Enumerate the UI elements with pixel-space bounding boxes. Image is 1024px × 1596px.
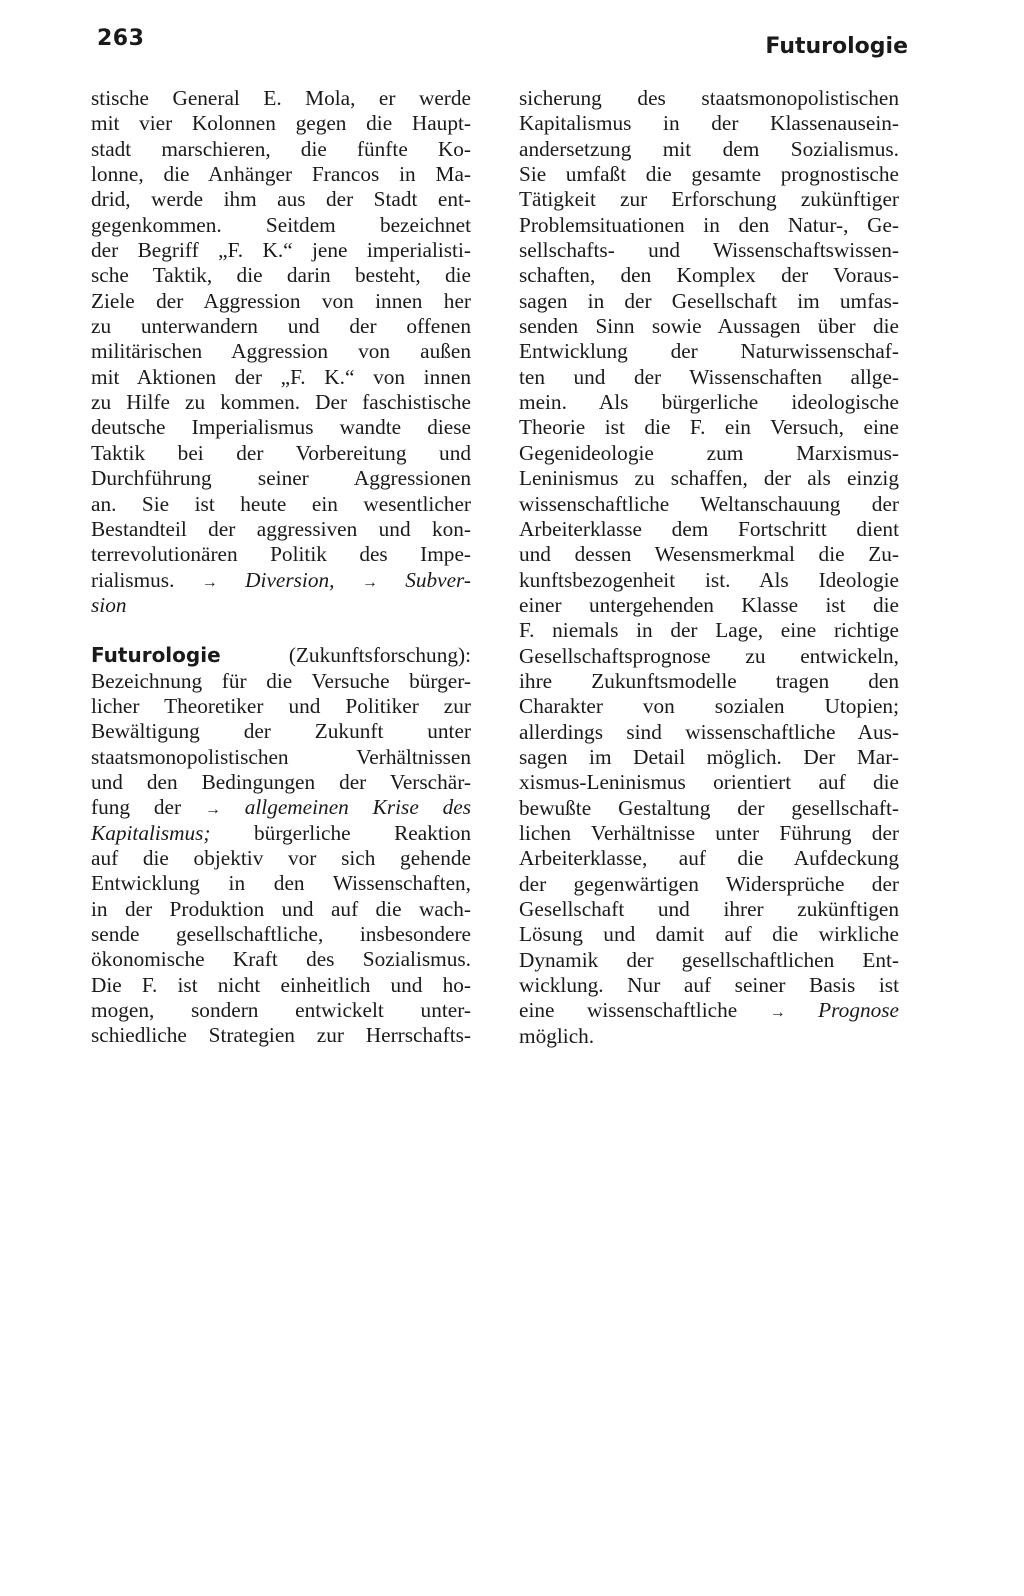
body-line: Durchführung seiner Aggressionen: [91, 466, 471, 491]
cross-reference-subversion[interactable]: Subver-: [405, 567, 471, 592]
body-line: staatsmonopolistischen Verhältnissen: [91, 744, 471, 769]
body-line: ten und der Wissenschaften allge-: [519, 364, 899, 389]
body-line: zu Hilfe zu kommen. Der faschistische: [91, 390, 471, 415]
body-line: [91, 795, 471, 820]
body-line: [519, 998, 899, 1023]
body-line: der Begriff „F. K.“ jene imperialisti-: [91, 238, 471, 263]
body-line: Tätigkeit zur Erforschung zukünftiger: [519, 187, 899, 212]
body-line: lichen Verhältnisse unter Führung der: [519, 820, 899, 845]
entry-gloss: (Zukunftsforschung):: [288, 643, 471, 668]
body-line: mit Aktionen der „F. K.“ von innen: [91, 364, 471, 389]
body-line: Ziele der Aggression von innen her: [91, 288, 471, 313]
body-line: sagen in der Gesellschaft im umfas-: [519, 288, 899, 313]
entry-heading-line: [91, 643, 471, 668]
body-line: Leninismus zu schaffen, der als einzig: [519, 466, 899, 491]
body-line: andersetzung mit dem Sozialismus.: [519, 136, 899, 161]
body-line: Gesellschaft und ihrer zukünftigen: [519, 897, 899, 921]
body-line: mit vier Kolonnen gegen die Haupt-: [91, 111, 471, 136]
right-column: [519, 86, 899, 1049]
cross-reference-arrow-icon: →: [769, 1004, 786, 1022]
body-line: Arbeiterklasse, auf die Aufdeckung: [519, 846, 899, 871]
body-line: lonne, die Anhänger Francos in Ma-: [91, 162, 471, 187]
body-line: Charakter von sozialen Utopien;: [519, 694, 899, 719]
body-line: zu unterwandern und der offenen: [91, 314, 471, 339]
body-line: in der Produktion und auf die wach-: [91, 896, 471, 921]
left-carryover-text: [91, 86, 471, 568]
body-line: licher Theoretiker und Politiker zur: [91, 693, 471, 718]
cross-reference-arrow-icon: →: [204, 801, 221, 819]
body-line: wicklung. Nur auf seiner Basis ist: [519, 973, 899, 998]
body-line: kunftsbezogenheit ist. Als Ideologie: [519, 567, 899, 592]
body-line: Kapitalismus in der Klassenausein-: [519, 111, 899, 136]
body-line: Taktik bei der Vorbereitung und: [91, 440, 471, 465]
cross-reference-subversion-continued[interactable]: sion: [91, 592, 127, 617]
body-line: bewußte Gestaltung der gesellschaft-: [519, 795, 899, 820]
body-line: mogen, sondern entwickelt unter-: [91, 998, 471, 1023]
cross-reference-allgemeine-krise-continued[interactable]: Kapitalismus;: [91, 820, 211, 845]
body-line: [91, 568, 471, 593]
body-line: allerdings sind wissenschaftliche Aus-: [519, 719, 899, 744]
body-line: auf die objektiv vor sich gehende: [91, 845, 471, 870]
xref-prefix: eine wissenschaftliche: [519, 998, 738, 1023]
entry-text-b: [91, 846, 471, 1049]
body-line: Gegenideologie zum Marxismus-: [519, 440, 899, 465]
body-line: F. niemals in der Lage, eine richtige: [519, 618, 899, 643]
body-line: wissenschaftliche Weltanschauung der: [519, 491, 899, 516]
body-line: terrevolutionären Politik des Impe-: [91, 542, 471, 567]
cross-reference-diversion[interactable]: Diversion,: [245, 567, 335, 592]
body-line: Arbeiterklasse dem Fortschritt dient: [519, 516, 899, 541]
xref-line-prefix: rialismus.: [91, 567, 175, 592]
entry-gap: [91, 618, 471, 643]
entry-xref-suffix: bürgerliche Reaktion: [254, 820, 471, 845]
running-head: Futurologie: [765, 34, 908, 59]
page-number: 263: [97, 26, 145, 51]
body-line: Entwicklung in den Wissenschaften,: [91, 871, 471, 896]
left-column: [91, 86, 471, 1049]
cross-reference-prognose[interactable]: Prognose: [818, 998, 900, 1023]
entry-text-a: [91, 669, 471, 796]
body-line: ihre Zukunftsmodelle tragen den: [519, 668, 899, 693]
body-line: mein. Als bürgerliche ideologische: [519, 390, 899, 415]
body-line: Problemsituationen in den Natur-, Ge-: [519, 212, 899, 237]
body-line: xismus-Leninismus orientiert auf die: [519, 770, 899, 795]
body-line: gegenkommen. Seitdem bezeichnet: [91, 212, 471, 237]
right-column-text: [519, 86, 899, 998]
body-line: sellschafts- und Wissenschaftswissen-: [519, 238, 899, 263]
body-line: Bewältigung der Zukunft unter: [91, 719, 471, 744]
body-line: Bestandteil der aggressiven und kon-: [91, 516, 471, 541]
body-line: schiedliche Strategien zur Herrschafts-: [91, 1023, 471, 1048]
entry-xref-prefix: fung der: [91, 795, 182, 820]
body-line: stische General E. Mola, er werde: [91, 86, 471, 110]
body-line: an. Sie ist heute ein wesentlicher: [91, 491, 471, 516]
body-line: Dynamik der gesellschaftlichen Ent-: [519, 947, 899, 972]
body-line: schaften, den Komplex der Voraus-: [519, 263, 899, 288]
cross-reference-arrow-icon: →: [201, 573, 218, 591]
body-line: Lösung und damit auf die wirkliche: [519, 922, 899, 947]
body-line: [91, 821, 471, 846]
body-line: sicherung des staatsmonopolistischen: [519, 86, 899, 110]
body-line: drid, werde ihm aus der Stadt ent-: [91, 187, 471, 212]
body-line: Die F. ist nicht einheitlich und ho-: [91, 972, 471, 997]
cross-reference-allgemeine-krise[interactable]: allgemeinen Krise des: [244, 795, 471, 820]
body-line: senden Sinn sowie Aussagen über die: [519, 314, 899, 339]
body-line: Sie umfaßt die gesamte prognostische: [519, 162, 899, 187]
body-line: sche Taktik, die darin besteht, die: [91, 263, 471, 288]
cross-reference-arrow-icon: →: [361, 573, 378, 591]
body-line: Bezeichnung für die Versuche bürger-: [91, 668, 471, 693]
body-line: möglich.: [519, 1023, 595, 1048]
body-line: einer untergehenden Klasse ist die: [519, 592, 899, 617]
body-line: ökonomische Kraft des Sozialismus.: [91, 947, 471, 972]
body-line: militärischen Aggression von außen: [91, 339, 471, 364]
body-line: Theorie ist die F. ein Versuch, eine: [519, 415, 899, 440]
body-line: der gegenwärtigen Widersprüche der: [519, 871, 899, 896]
body-line: und den Bedingungen der Verschär-: [91, 769, 471, 794]
body-line: und dessen Wesensmerkmal die Zu-: [519, 542, 899, 567]
body-line: Gesellschaftsprognose zu entwickeln,: [519, 643, 899, 668]
body-line: sende gesellschaftliche, insbesondere: [91, 922, 471, 946]
body-line: stadt marschieren, die fünfte Ko-: [91, 136, 471, 161]
entry-headword: Futurologie: [91, 643, 221, 668]
body-line: Entwicklung der Naturwissenschaf-: [519, 339, 899, 364]
body-line: sagen im Detail möglich. Der Mar-: [519, 744, 899, 769]
body-line: deutsche Imperialismus wandte diese: [91, 415, 471, 440]
